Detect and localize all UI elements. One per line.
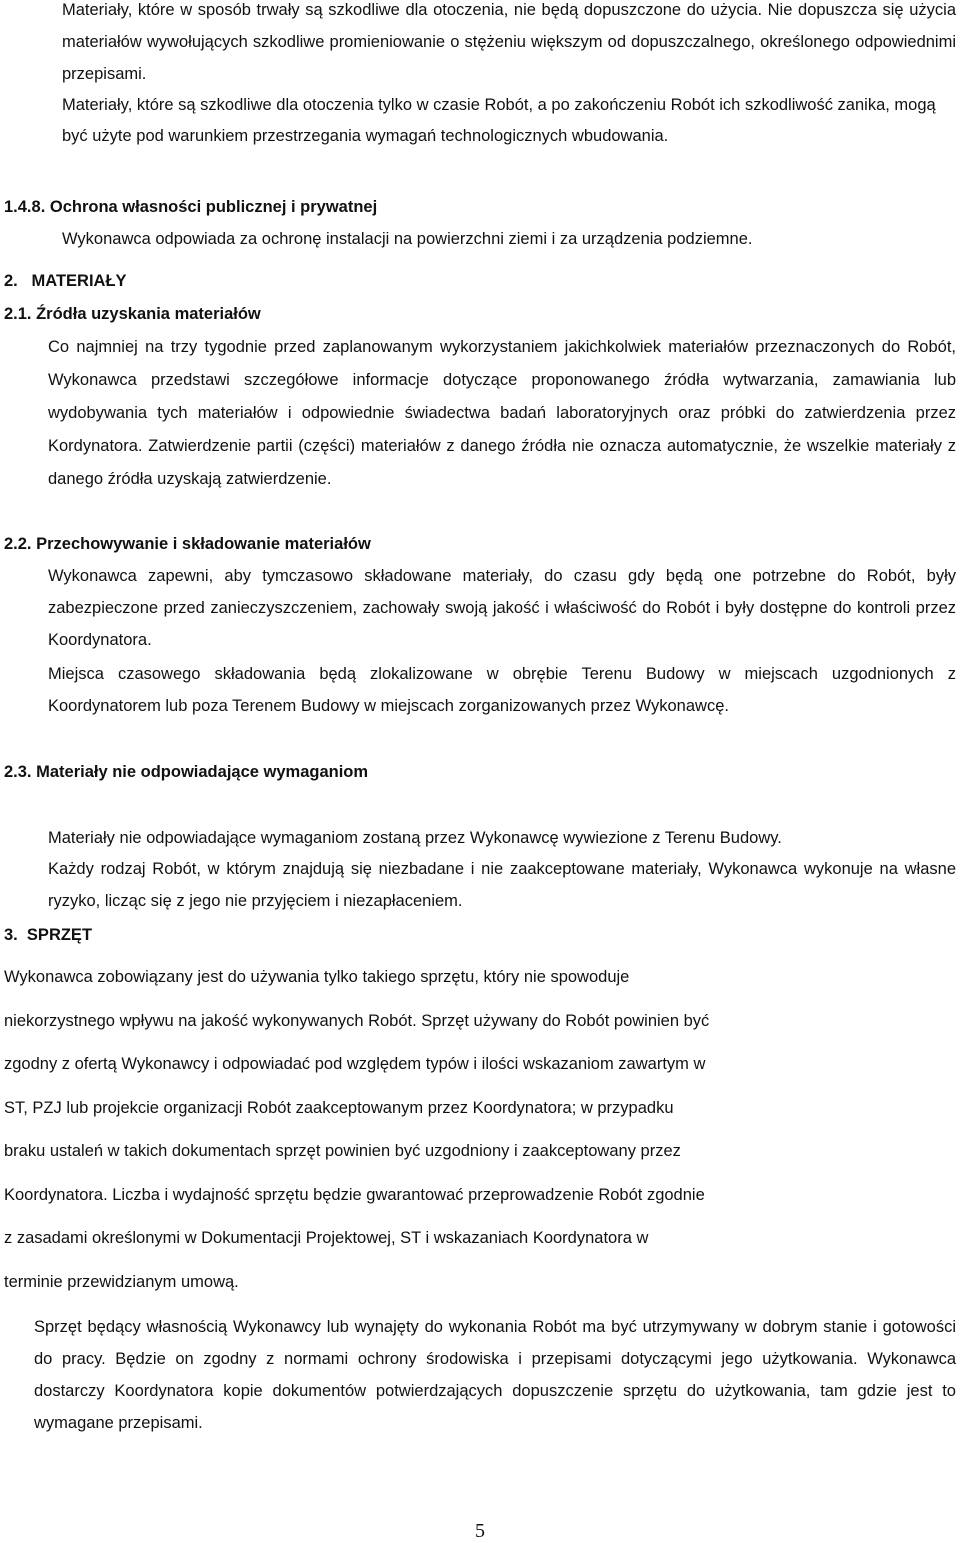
section-3-line: Koordynatora. Liczba i wydajność sprzętu będzie gwarantować przeprowadzenie Robót zgodnie [4, 1185, 705, 1204]
intro-paragraph-1 [62, 0, 956, 90]
section-2-3-paragraph-1: Materiały nie odpowiadające wymaganiom zostaną przez Wykonawcę wywiezione z Terenu Budowy. [48, 829, 782, 847]
section-3-heading: 3. SPRZĘT [4, 926, 93, 944]
section-2-2-paragraph-1 [48, 560, 956, 656]
section-2-3-paragraph-2 [48, 853, 956, 917]
section-3-line: Wykonawca zobowiązany jest do używania tylko takiego sprzętu, który nie spowoduje [4, 968, 630, 986]
section-2-2-paragraph-2 [48, 658, 956, 722]
section-2-3-paragraph-2-text: Każdy rodzaj Robót, w którym znajdują się niezbadane i nie zaakceptowane materiały, Wykonawca wykonuje na własne ryzyko, licząc się z jego nie przyjęciem i niezapłaceniem. [48, 860, 956, 910]
page-number: 5 [475, 1520, 485, 1542]
section-1-4-8-heading: 1.4.8. Ochrona własności publicznej i prywatnej [4, 198, 378, 216]
section-2-1-heading: 2.1. Źródła uzyskania materiałów [4, 305, 261, 323]
intro-paragraph-1-text: Materiały, które w sposób trwały są szkodliwe dla otoczenia, nie będą dopuszczone do użycia. Nie dopuszcza się użycia materiałów wywołujących szkodliwe promieniowanie o stężeniu większym od dopuszczalnego, określonego odpowiednimi przepisami. [62, 1, 956, 83]
section-3-line: zgodny z ofertą Wykonawcy i odpowiadać pod względem typów i ilości wskazaniom zawartym w [4, 1055, 706, 1073]
section-1-4-8-paragraph: Wykonawca odpowiada za ochronę instalacji na powierzchni ziemi i za urządzenia podziemne. [62, 230, 753, 248]
section-2-2-heading: 2.2. Przechowywanie i składowanie materiałów [4, 535, 371, 553]
section-3-line: z zasadami określonymi w Dokumentacji Projektowej, ST i wskazaniach Koordynatora w [4, 1229, 649, 1247]
section-2-1-paragraph-text: Co najmniej na trzy tygodnie przed zaplanowanym wykorzystaniem jakichkolwiek materiałów przeznaczonych do Robót, Wykonawca przedstawi szczegółowe informacje dotyczące proponowanego źródła wytwarzania, zamawiania lub wydobywania tych materiałów i odpowiednie świadectwa badań laboratoryjnych oraz próbki do zatwierdzenia przez Kordynatora. Zatwierdzenie partii (części) materiałów z danego źródła nie oznacza automatycznie, że wszelkie materiały z danego źródła uzyskają zatwierdzenie. [48, 338, 956, 488]
section-3-paragraph-2 [34, 1311, 956, 1439]
intro-paragraph-2-text: Materiały, które są szkodliwe dla otoczenia tylko w czasie Robót, a po zakończeniu Robót ich szkodliwość zanika, mogą być użyte pod warunkiem przestrzegania wymagań technologicznych wbudowania. [62, 96, 936, 145]
section-2-2-paragraph-2-text: Miejsca czasowego składowania będą zlokalizowane w obrębie Terenu Budowy w miejscach uzgodnionych z Koordynatorem lub poza Terenem Budowy w miejscach zorganizowanych przez Wykonawcę. [48, 665, 956, 715]
section-2-3-heading: 2.3. Materiały nie odpowiadające wymaganiom [4, 763, 369, 781]
section-3-line: ST, PZJ lub projekcie organizacji Robót zaakceptowanym przez Koordynatora; w przypadku [4, 1098, 674, 1117]
section-3-line: niekorzystnego wpływu na jakość wykonywanych Robót. Sprzęt używany do Robót powinien być [4, 1011, 710, 1030]
section-2-1-paragraph [48, 331, 956, 496]
section-2-heading: 2. MATERIAŁY [4, 272, 127, 290]
section-2-2-paragraph-1-text: Wykonawca zapewni, aby tymczasowo składowane materiały, do czasu gdy będą one potrzebne do Robót, były zabezpieczone przed zanieczyszczeniem, zachowały swoją jakość i właściwość do Robót i były dostępne do kontroli przez Koordynatora. [48, 567, 956, 649]
section-3-line: terminie przewidzianym umową. [4, 1272, 239, 1291]
intro-paragraph-2 [62, 90, 960, 152]
section-3-line: braku ustaleń w takich dokumentach sprzęt powinien być uzgodniony i zaakceptowany przez [4, 1142, 681, 1160]
section-3-paragraph-1 [4, 956, 709, 1304]
section-3-paragraph-2-text: Sprzęt będący własnością Wykonawcy lub wynajęty do wykonania Robót ma być utrzymywany w dobrym stanie i gotowości do pracy. Będzie on zgodny z normami ochrony środowiska i przepisami dotyczącymi jego użytkowania. Wykonawca dostarczy Koordynatora kopie dokumentów potwierdzających dopuszczenie sprzętu do użytkowania, tam gdzie jest to wymagane przepisami. [34, 1318, 956, 1432]
